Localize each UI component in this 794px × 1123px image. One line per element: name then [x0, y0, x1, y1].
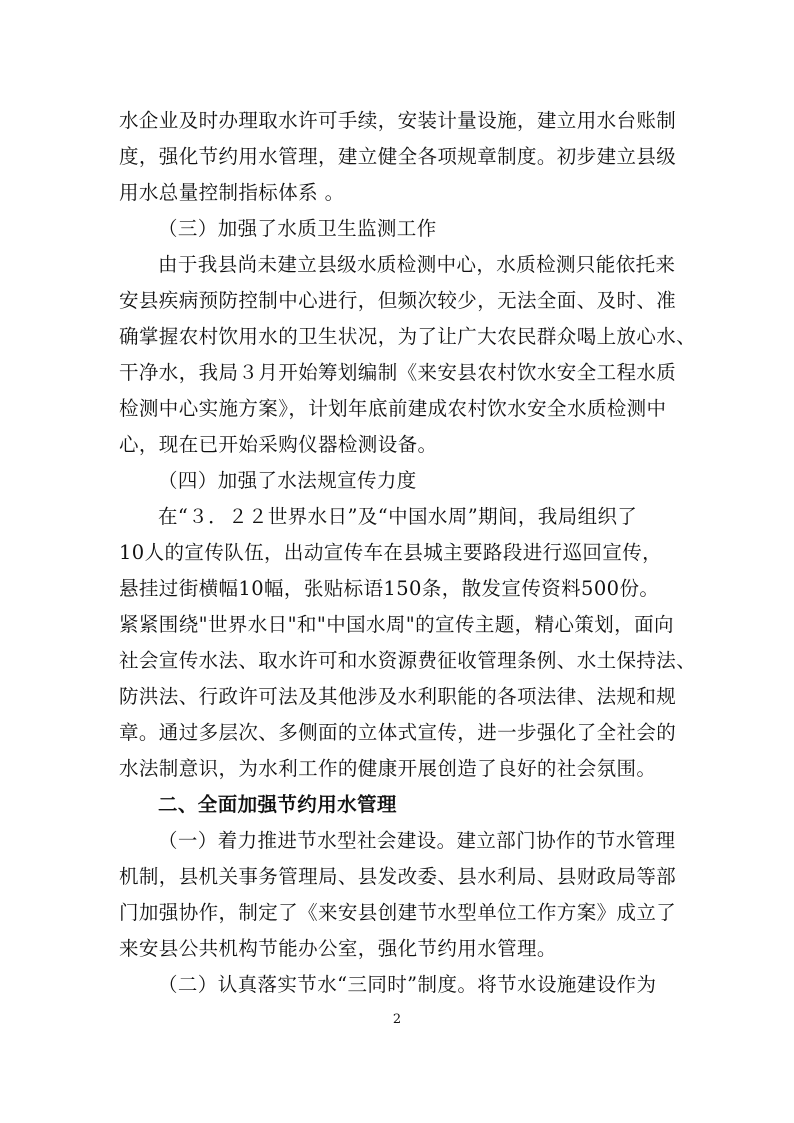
text-line: 来安县公共机构节能办公室，强化节约用水管理。 [119, 937, 557, 960]
text-line: 机制，县机关事务管理局、县发改委、县水利局、县财政局等部 [119, 865, 677, 888]
text-line: 章。通过多层次、多侧面的立体式宣传，进一步强化了全社会的 [119, 721, 677, 744]
text-line: 水法制意识，为水利工作的健康开展创造了良好的社会氛围。 [119, 757, 657, 780]
text-line: 由于我县尚未建立县级水质检测中心，水质检测只能依托来 [158, 253, 676, 276]
text-line: 确掌握农村饮用水的卫生状况，为了让广大农民群众喝上放心水、 [119, 325, 697, 348]
text-line: 干净水，我局３月开始筹划编制《来安县农村饮水安全工程水质 [119, 361, 677, 384]
text-line: 门加强协作，制定了《来安县创建节水型单位工作方案》成立了 [119, 901, 677, 924]
section-heading: （四）加强了水法规宣传力度 [158, 469, 417, 492]
main-section-heading: 二、全面加强节约用水管理 [158, 793, 397, 816]
text-line: 防洪法、行政许可法及其他涉及水利职能的各项法律、法规和规 [119, 685, 677, 708]
section-heading: （三）加强了水质卫生监测工作 [158, 217, 437, 240]
text-line: 10人的宣传队伍，出动宣传车在县城主要路段进行巡回宣传， [119, 541, 663, 564]
text-line: 安县疾病预防控制中心进行，但频次较少，无法全面、及时、准 [119, 289, 677, 312]
text-line: （二）认真落实节水“三同时”制度。将节水设施建设作为 [158, 973, 657, 996]
text-line: 用水总量控制指标体系 。 [119, 181, 345, 204]
text-line: 水企业及时办理取水许可手续，安装计量设施，建立用水台账制 [119, 109, 677, 132]
page-number: 2 [392, 1012, 402, 1027]
text-line: 在“３．２２世界水日”及“中国水周”期间，我局组织了 [158, 505, 638, 528]
text-line: 度，强化节约用水管理，建立健全各项规章制度。初步建立县级 [119, 145, 677, 168]
text-line: 社会宣传水法、取水许可和水资源费征收管理条例、水土保持法、 [119, 649, 697, 672]
text-line: 心，现在已开始采购仪器检测设备。 [119, 433, 438, 456]
text-line: 紧紧围绕"世界水日"和"中国水周"的宣传主题，精心策划，面向 [119, 613, 674, 636]
text-line: 悬挂过街横幅10幅，张贴标语150条，散发宣传资料500份。 [119, 577, 660, 600]
text-line: （一）着力推进节水型社会建设。建立部门协作的节水管理 [158, 829, 676, 852]
text-line: 检测中心实施方案》，计划年底前建成农村饮水安全水质检测中 [119, 397, 667, 420]
